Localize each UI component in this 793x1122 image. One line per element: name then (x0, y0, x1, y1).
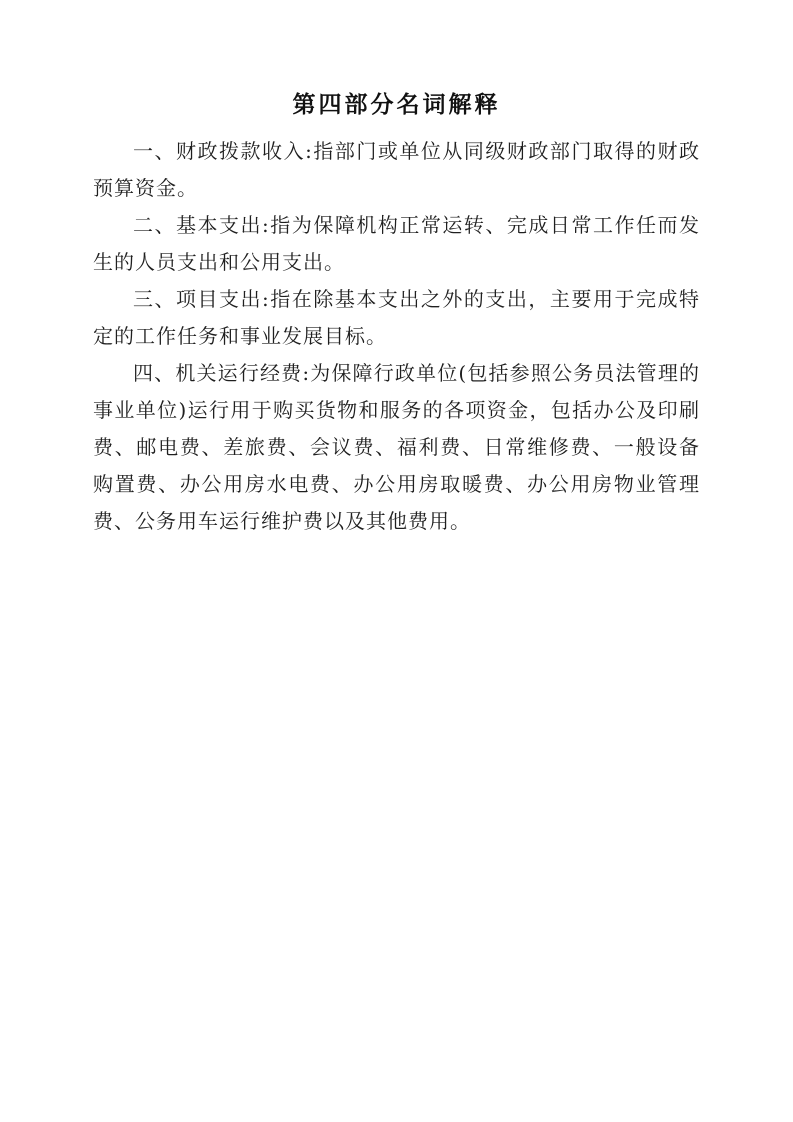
paragraph-definition-project-expenditure: 三、项目支出:指在除基本支出之外的支出，主要用于完成特定的工作任务和事业发展目标。 (93, 287, 700, 348)
paragraph-definition-fiscal-appropriation-income: 一、财政拨款收入:指部门或单位从同级财政部门取得的财政预算资金。 (93, 139, 700, 200)
paragraph-definition-agency-operating-funds: 四、机关运行经费:为保障行政单位(包括参照公务员法管理的事业单位)运行用于购买货物和服务的各项资金，包括办公及印刷费、邮电费、差旅费、会议费、福利费、日常维修费、一般设备购置费、办公用房水电费、办公用房取暖费、办公用房物业管理费、公务用车运行维护费以及其他费用。 (93, 361, 700, 533)
page-title: 第四部分名词解释 (292, 92, 501, 118)
paragraph-definition-basic-expenditure: 二、基本支出:指为保障机构正常运转、完成日常工作任而发生的人员支出和公用支出。 (93, 213, 700, 274)
